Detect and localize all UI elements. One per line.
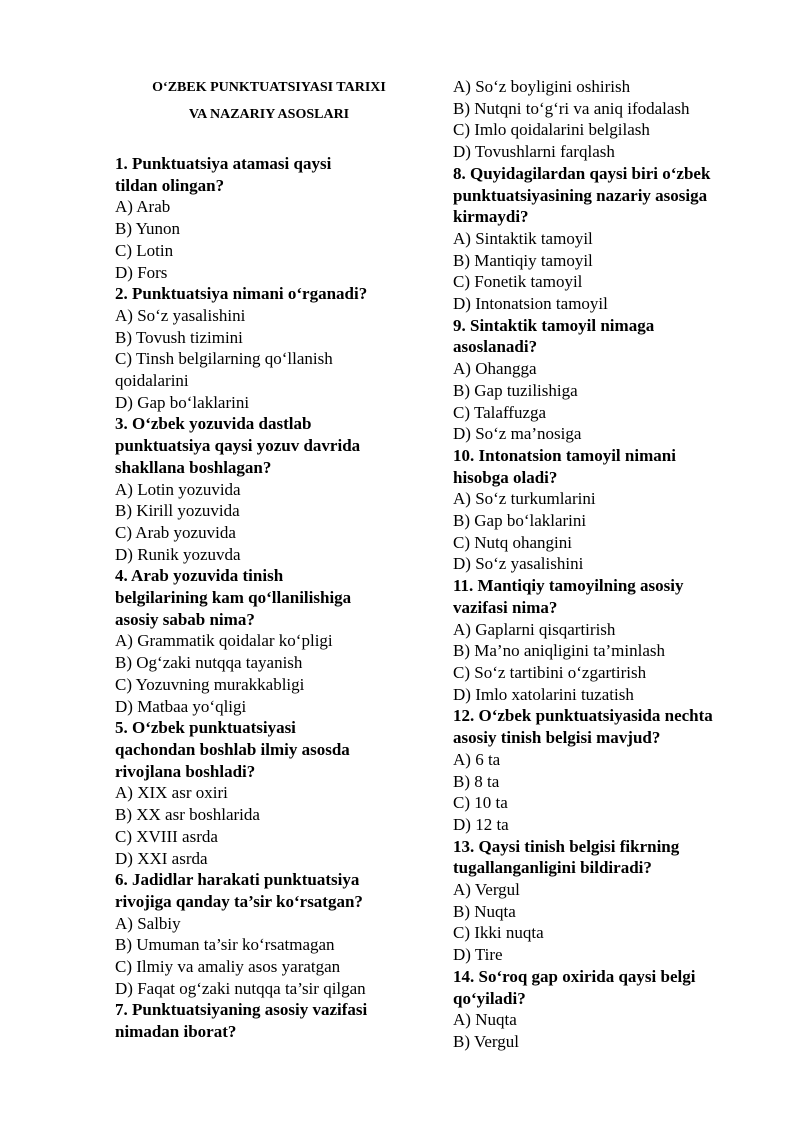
answer-option: D) Fors — [115, 262, 168, 282]
answer-option: D) Matbaa yo‘qligi — [115, 696, 247, 716]
answer-option: C) So‘z tartibini o‘zgartirish — [453, 662, 647, 682]
right-question-list — [453, 76, 753, 1053]
question-text-line: 2. Punktuatsiya nimani o‘rganadi? — [115, 284, 368, 304]
answer-option: D) So‘z ma’nosiga — [453, 424, 582, 444]
answer-option: D) Gap bo‘laklarini — [115, 392, 250, 412]
question-text-line: hisobga oladi? — [453, 467, 558, 487]
left-column — [115, 74, 415, 1043]
question-text-line: punktuatsiya qaysi yozuv davrida — [115, 436, 361, 456]
document-title-line-1: O‘ZBEK PUNKTUATSIYASI TARIXI — [152, 80, 386, 95]
answer-option: A) Vergul — [453, 880, 520, 900]
question-text-line: shakllana boshlagan? — [115, 457, 272, 477]
answer-option: C) XVIII asrda — [115, 826, 218, 846]
answer-option: B) Gap bo‘laklarini — [453, 511, 587, 531]
answer-option: qoidalarini — [115, 371, 189, 391]
left-question-list — [115, 153, 415, 1043]
answer-option: A) So‘z yasalishini — [115, 305, 246, 325]
answer-option: A) So‘z boyligini oshirish — [453, 77, 631, 96]
answer-option: D) XXI asrda — [115, 848, 208, 868]
answer-option: B) Yunon — [115, 219, 181, 239]
question-text-line: vazifasi nima? — [453, 597, 558, 617]
question-text-line: 10. Intonatsion tamoyil nimani — [453, 445, 676, 465]
answer-option: D) So‘z yasalishini — [453, 554, 584, 574]
answer-option: A) So‘z turkumlarini — [453, 489, 596, 509]
answer-option: B) Mantiqiy tamoyil — [453, 250, 593, 270]
answer-option: A) Ohangga — [453, 359, 537, 379]
question-text-line: 7. Punktuatsiyaning asosiy vazifasi — [115, 1000, 368, 1020]
question-text-line: asosiy sabab nima? — [115, 609, 255, 629]
answer-option: D) Tire — [453, 945, 503, 965]
answer-option: C) Yozuvning murakkabligi — [115, 674, 305, 694]
question-text-line: 11. Mantiqiy tamoyilning asosiy — [453, 576, 684, 596]
question-text-line: tugallanganligini bildiradi? — [453, 858, 652, 878]
question-text-line: nimadan iborat? — [115, 1022, 237, 1042]
answer-option: C) Ikki nuqta — [453, 923, 544, 943]
answer-option: D) Faqat og‘zaki nutqqa ta’sir qilgan — [115, 978, 366, 998]
answer-option: C) 10 ta — [453, 793, 508, 813]
question-text-line: 14. So‘roq gap oxirida qaysi belgi — [453, 966, 696, 986]
answer-option: A) Grammatik qoidalar ko‘pligi — [115, 631, 333, 651]
answer-option: C) Nutq ohangini — [453, 532, 572, 552]
answer-option: C) Ilmiy va amaliy asos yaratgan — [115, 957, 341, 977]
answer-option: B) Kirill yozuvida — [115, 501, 240, 521]
answer-option: D) 12 ta — [453, 814, 509, 834]
answer-option: A) XIX asr oxiri — [115, 783, 228, 803]
answer-option: C) Tinsh belgilarning qo‘llanish — [115, 349, 333, 369]
answer-option: A) 6 ta — [453, 749, 501, 769]
answer-option: C) Fonetik tamoyil — [453, 272, 583, 292]
answer-option: A) Salbiy — [115, 913, 181, 933]
question-text-line: tildan olingan? — [115, 175, 225, 195]
answer-option: B) Vergul — [453, 1031, 519, 1051]
answer-option: D) Tovushlarni farqlash — [453, 142, 615, 162]
answer-option: B) Nuqta — [453, 901, 516, 921]
question-text-line: 3. O‘zbek yozuvida dastlab — [115, 414, 312, 434]
right-column — [453, 76, 753, 1053]
question-text-line: 9. Sintaktik tamoyil nimaga — [453, 315, 655, 335]
question-text-line: rivojiga qanday ta’sir ko‘rsatgan? — [115, 891, 363, 911]
question-text-line: qo‘yiladi? — [453, 988, 526, 1008]
question-text-line: punktuatsiyasining nazariy asosiga — [453, 185, 708, 205]
document-title-line-2: VA NAZARIY ASOSLARI — [188, 107, 350, 122]
question-text-line: 13. Qaysi tinish belgisi fikrning — [453, 836, 680, 856]
answer-option: D) Imlo xatolarini tuzatish — [453, 684, 634, 704]
answer-option: A) Arab — [115, 197, 171, 217]
answer-option: A) Gaplarni qisqartirish — [453, 619, 616, 639]
answer-option: A) Nuqta — [453, 1010, 517, 1030]
question-text-line: 1. Punktuatsiya atamasi qaysi — [115, 154, 332, 173]
answer-option: A) Sintaktik tamoyil — [453, 228, 593, 248]
answer-option: B) 8 ta — [453, 771, 500, 791]
question-text-line: 12. O‘zbek punktuatsiyasida nechta — [453, 706, 713, 726]
answer-option: C) Imlo qoidalarini belgilash — [453, 120, 650, 140]
question-text-line: rivojlana boshladi? — [115, 761, 256, 781]
question-text-line: belgilarining kam qo‘llanilishiga — [115, 588, 352, 608]
question-text-line: qachondan boshlab ilmiy asosda — [115, 739, 350, 759]
answer-option: B) XX asr boshlarida — [115, 805, 260, 825]
title-spacer — [115, 128, 415, 153]
answer-option: C) Talaffuzga — [453, 402, 547, 422]
question-text-line: 8. Quyidagilardan qaysi biri o‘zbek — [453, 163, 711, 183]
answer-option: B) Ma’no aniqligini ta’minlash — [453, 641, 665, 661]
answer-option: D) Intonatsion tamoyil — [453, 294, 608, 314]
question-text-line: 6. Jadidlar harakati punktuatsiya — [115, 870, 360, 890]
question-text-line: kirmaydi? — [453, 207, 529, 227]
answer-option: B) Gap tuzilishiga — [453, 380, 578, 400]
question-text-line: asoslanadi? — [453, 337, 538, 357]
answer-option: B) Nutqni to‘g‘ri va aniq ifodalash — [453, 98, 690, 118]
answer-option: B) Umuman ta’sir ko‘rsatmagan — [115, 935, 335, 955]
answer-option: A) Lotin yozuvida — [115, 479, 241, 499]
answer-option: B) Og‘zaki nutqqa tayanish — [115, 653, 303, 673]
answer-option: B) Tovush tizimini — [115, 327, 243, 347]
answer-option: D) Runik yozuvda — [115, 544, 241, 564]
question-text-line: 5. O‘zbek punktuatsiyasi — [115, 718, 296, 738]
question-text-line: asosiy tinish belgisi mavjud? — [453, 728, 661, 748]
question-text-line: 4. Arab yozuvida tinish — [115, 566, 284, 586]
answer-option: C) Arab yozuvida — [115, 522, 236, 542]
answer-option: C) Lotin — [115, 240, 174, 260]
